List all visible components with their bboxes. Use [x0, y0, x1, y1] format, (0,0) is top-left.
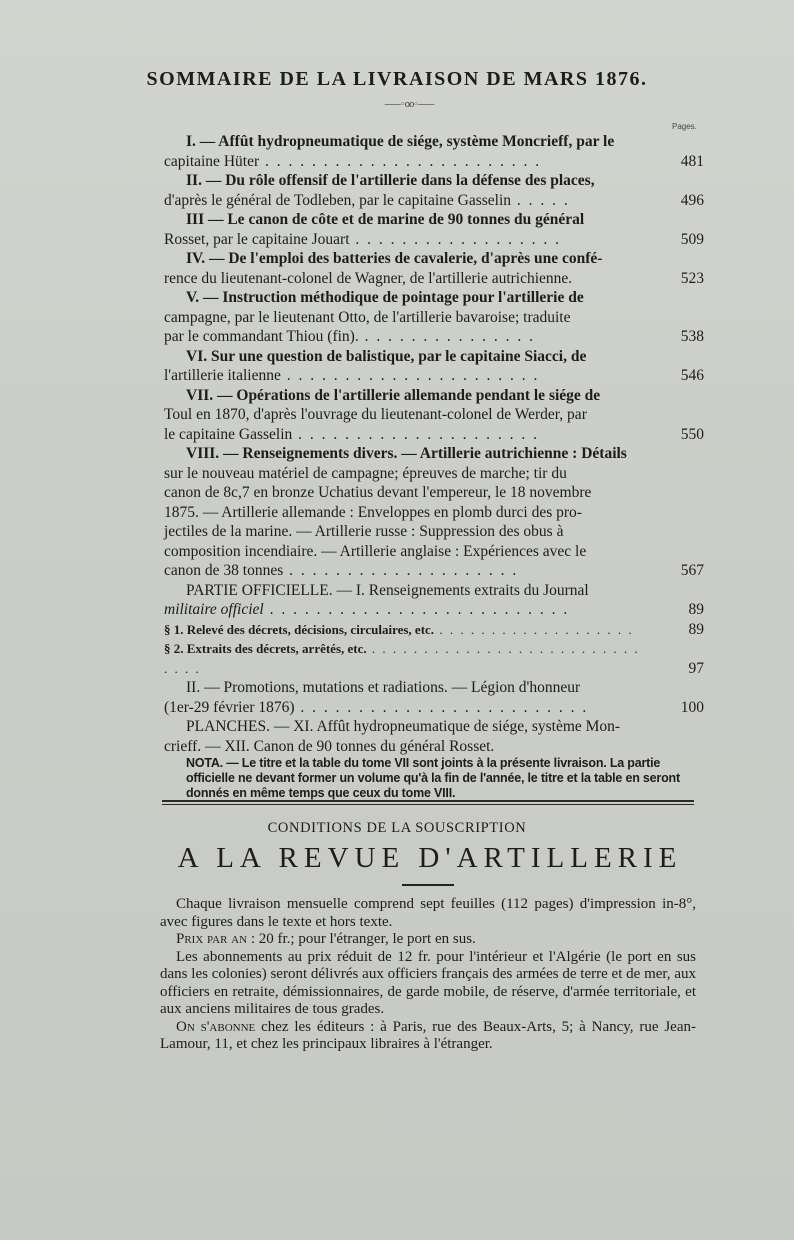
toc-entry [164, 717, 704, 756]
toc-entry-lead: PARTIE OFFICIELLE. — I. Renseignements extraits du Journal [186, 581, 589, 599]
toc-entry: VII. — Opérations de l'artillerie allemande pendant le siége de Toul en 1870, d'après l'ouvrage du lieutenant-colonel de Werder, par le capitaine Gasselin . . . . . . . . . . . . . . . . . . . . . 550 [164, 386, 704, 443]
toc-entry-line: 1875. — Artillerie allemande : Enveloppes en plomb durci des pro- [164, 503, 582, 521]
toc-entry-rest: le capitaine Gasselin [164, 425, 293, 443]
toc-entry: VI. Sur une question de balistique, par le capitaine Siacci, de l'artillerie italienne . . . . . . . . . . . . . . . . . . . . . . 546 [164, 347, 704, 384]
toc-entry-lead: VIII. — Renseignements divers. — Artillerie autrichienne : Détails [186, 445, 627, 462]
toc-entry-lead: VI. Sur une question de balistique, par le capitaine Siacci, de [186, 347, 587, 365]
price-label: Prix par an : [176, 931, 255, 947]
toc-entry-rest: par le commandant Thiou (fin). [164, 328, 359, 345]
toc-entry-line: canon de 8c,7 en bronze Uchatius devant l'empereur, le 18 novembre [164, 484, 592, 501]
toc-entry: VIII. — Renseignements divers. — Artillerie autrichienne : Détails sur le nouveau matériel de campagne; épreuves de marche; tir du canon de 8c,7 en bronze Uchatius devant l'empereur, le 18 novembre 1875. — Artillerie allemande : Enveloppes en plomb durci des pro- jectiles de la marine. — Artillerie russe : Suppression des obus à composition incendiaire. — Artillerie anglaise : Expériences avec le canon de 38 tonnes . . . . . . . . . . . . . . . . . . . . 567 [164, 445, 704, 579]
toc-entry-rest: crieff. — XII. Canon de 90 tonnes du général Rosset. [164, 737, 495, 755]
toc-entry-lead: IV. — De l'emploi des batteries de cavalerie, d'après une confé- [186, 250, 603, 267]
pages-column-label: Pages. [672, 122, 697, 131]
toc-page-number: 100 [680, 698, 704, 716]
subscribe-label: On s'abonne [176, 1018, 256, 1035]
toc-page-number: 567 [680, 562, 704, 579]
toc-entry-rest: l'artillerie italienne [164, 367, 281, 384]
toc-page-number: 523 [680, 269, 704, 287]
toc-entry-line: composition incendiaire. — Artillerie anglaise : Expériences avec le [164, 542, 587, 560]
conditions-heading: CONDITIONS DE LA SOUSCRIPTION [267, 820, 527, 836]
toc-page-number: 538 [680, 328, 704, 345]
toc-entry-lead: PLANCHES. — XI. Affût hydropneumatique de siége, système Mon- [186, 718, 621, 735]
toc-entry-line: sur le nouveau matériel de campagne; épreuves de marche; tir du [164, 464, 567, 482]
table-of-contents [164, 132, 704, 801]
toc-entry: II. — Du rôle offensif de l'artillerie dans la défense des places, d'après le général de Todleben, par le capitaine Gasselin . . . . . 496 [164, 172, 704, 209]
double-rule-thin [162, 804, 694, 805]
toc-entry-rest: (1er-29 février 1876) [164, 698, 295, 716]
toc-entry: III — Le canon de côte et de marine de 90 tonnes du général Rosset, par le capitaine Jouart . . . . . . . . . . . . . . . . . . 509 [164, 211, 704, 248]
toc-entry-lead: VII. — Opérations de l'artillerie allemande pendant le siége de [186, 386, 601, 404]
toc-entry-mid: Toul en 1870, d'après l'ouvrage du lieutenant-colonel de Werder, par [164, 406, 587, 423]
toc-entry-rest: militaire officiel [164, 601, 264, 618]
page-title: SOMMAIRE DE LA LIVRAISON DE MARS 1876. [146, 68, 648, 90]
toc-entry-lead: II. — Du rôle offensif de l'artillerie dans la défense des places, [186, 172, 595, 189]
toc-entry-rest: rence du lieutenant-colonel de Wagner, de l'artillerie autrichienne. [164, 269, 573, 287]
conditions-paragraph [160, 1019, 696, 1054]
toc-page-number: 550 [680, 425, 704, 443]
toc-entry-lead: I. — Affût hydropneumatique de siége, système Moncrieff, par le [186, 133, 615, 150]
toc-page-number: 546 [680, 367, 704, 384]
conditions-text [160, 896, 696, 1054]
toc-entry: § 1. Relevé des décrets, décisions, circulaires, etc. . . . . . . . . . . . . . . . . . . . 89 [164, 620, 704, 638]
revue-heading: A LA REVUE D'ARTILLERIE [177, 842, 683, 874]
double-rule [162, 800, 694, 802]
toc-page-number: 97 [688, 659, 704, 677]
toc-entry [164, 249, 704, 288]
price-text: 20 fr.; pour l'étranger, le port en sus. [254, 931, 476, 947]
toc-entry: V. — Instruction méthodique de pointage pour l'artillerie de campagne, par le lieutenant Otto, de l'artillerie bavaroise; traduite par le commandant Thiou (fin). . . . . . . . . . . . . . . . 538 [164, 289, 704, 345]
toc-entry-rest: d'après le général de Todleben, par le capitaine Gasselin [164, 191, 512, 209]
title-flourish: ——◦oo◦—— [384, 100, 434, 110]
toc-entry-rest: § 2. Extraits des décrets, arrêtés, etc. [164, 641, 367, 656]
toc-entry: § 2. Extraits des décrets, arrêtés, etc. . . . . . . . . . . . . . . . . . . . . . . . . . . . . . . 97 [164, 641, 704, 677]
toc-entry-rest: § 1. Relevé des décrets, décisions, circulaires, etc. [164, 621, 435, 637]
toc-entry-lead: III — Le canon de côte et de marine de 90 tonnes du général [186, 211, 585, 228]
toc-entry-lead: V. — Instruction méthodique de pointage pour l'artillerie de [186, 289, 584, 306]
conditions-paragraph [160, 931, 696, 949]
conditions-paragraph: Chaque livraison mensuelle comprend sept feuilles (112 pages) d'impression in-8°, avec figures dans le texte et hors texte. [160, 896, 696, 930]
toc-page-number: 89 [688, 601, 704, 618]
subscribe-text: chez les éditeurs : à Paris, rue des Beaux-Arts, 5; à Nancy, rue Jean-Lamour, 11, et chez les principaux libraires à l'étranger. [160, 1018, 696, 1052]
toc-page-number: 509 [680, 230, 704, 248]
toc-entry: II. — Promotions, mutations et radiations. — Légion d'honneur (1er-29 février 1876) . . . . . . . . . . . . . . . . . . . . . . . . . 100 [164, 679, 704, 716]
toc-entry-rest: canon de 38 tonnes [164, 562, 284, 579]
toc-entry-line: jectiles de la marine. — Artillerie russe : Suppression des obus à [164, 523, 564, 540]
toc-entry-lead: II. — Promotions, mutations et radiations. — Légion d'honneur [186, 679, 581, 696]
toc-entry-rest: capitaine Hüter [164, 152, 260, 170]
toc-entry: I. — Affût hydropneumatique de siége, système Moncrieff, par le capitaine Hüter . . . . . . . . . . . . . . . . . . . . . . . . 481 [164, 133, 704, 170]
nota-note: NOTA. — Le titre et la table du tome VII sont joints à la présente livraison. La partie officielle ne devant former un volume qu'à la fin de l'année, le titre et la table en seront donnés en même temps que ceux du tome VIII. [186, 756, 680, 800]
toc-page-number: 496 [680, 191, 704, 209]
toc-entry-mid: campagne, par le lieutenant Otto, de l'artillerie bavaroise; traduite [164, 308, 571, 326]
short-rule [402, 884, 454, 886]
toc-entry-rest: Rosset, par le capitaine Jouart [164, 230, 350, 248]
toc-entry: PARTIE OFFICIELLE. — I. Renseignements extraits du Journal militaire officiel . . . . . . . . . . . . . . . . . . . . . . . . . . 89 [164, 581, 704, 618]
toc-page-number: 481 [680, 152, 704, 170]
toc-page-number: 89 [688, 620, 704, 638]
conditions-paragraph: Les abonnements au prix réduit de 12 fr. pour l'intérieur et l'Algérie (le port en sus dans les colonies) seront délivrés aux officiers français des armées de terre et de mer, aux officiers en retraite, démissionnaires, de garde mobile, de réserve, d'armée territoriale, et aux anciens militaires de tous grades. [160, 948, 696, 1017]
